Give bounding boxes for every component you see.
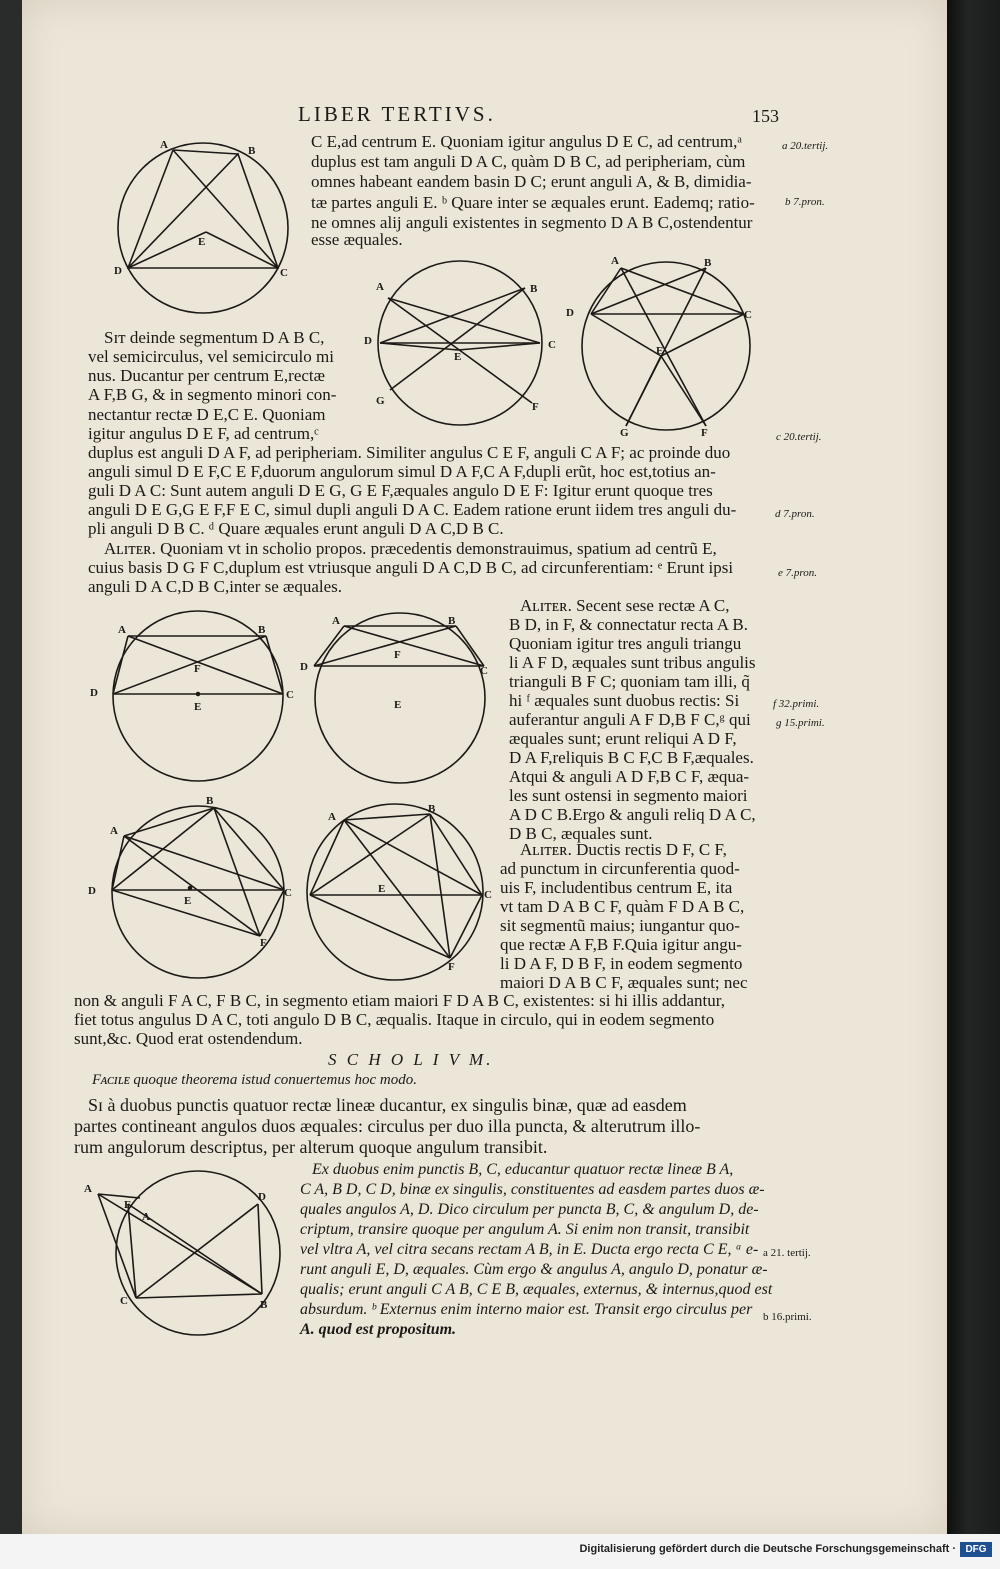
text-line: rum angulorum descriptus, per alterum quoque angulum transibit.: [74, 1137, 548, 1157]
page-number: 153: [752, 106, 779, 126]
text-line: Ex duobus enim punctis B, C, educantur quatuor rectæ lineæ B A,: [312, 1161, 734, 1178]
point-label: C: [744, 309, 752, 321]
point-label: D: [90, 687, 98, 699]
figure-1: [108, 140, 298, 325]
point-label: B: [258, 624, 266, 636]
point-label: A: [328, 811, 336, 823]
margin-note: c 20.tertij.: [776, 431, 822, 443]
point-label: F: [448, 961, 455, 973]
text-line: trianguli B F C; quoniam tam illi, q̃: [509, 672, 750, 691]
text-line: Aʟɪᴛᴇʀ. Secent sese rectæ A C,: [520, 596, 730, 615]
text-line: D A F,reliquis B C F,C B F,æquales.: [509, 748, 754, 767]
text-line: uis F, includentibus centrum E, ita: [500, 878, 733, 897]
footer-bar: [0, 1534, 1000, 1569]
text-line: ad punctum in circunferentia quod-: [500, 859, 740, 878]
margin-note: f 32.primi.: [773, 698, 820, 710]
text-line: quales angulos A, D. Dico circulum per puncta B, C, & angulum D, de-: [300, 1201, 759, 1218]
point-label: F: [701, 427, 708, 439]
margin-note: e 7.pron.: [778, 567, 818, 579]
text-line: auferantur anguli A F D,B F C,ᵍ qui: [509, 710, 751, 729]
point-label: C: [484, 889, 492, 901]
text-line: anguli D A C,D B C,inter se æquales.: [88, 577, 343, 596]
text-line: vt tam D A B C F, quàm F D A B C,: [500, 897, 745, 916]
margin-note: b 16.primi.: [763, 1311, 812, 1323]
text-line: absurdum. ᵇ Externus enim interno maior est. Transit ergo circulus per: [300, 1301, 753, 1318]
point-label: E: [194, 701, 202, 713]
point-label: B: [248, 145, 256, 157]
point-label: C: [286, 689, 294, 701]
point-label: A: [611, 255, 619, 267]
point-label: B: [448, 615, 456, 627]
point-label: A: [142, 1211, 150, 1223]
margin-note: g 15.primi.: [776, 717, 825, 729]
point-label: A: [332, 615, 340, 627]
text-line: Sɪᴛ deinde segmentum D A B C,: [104, 328, 325, 347]
point-label: D: [88, 885, 96, 897]
text-line: non & anguli F A C, F B C, in segmento etiam maiori F D A B C, existentes: si hi illis addantur,: [74, 991, 725, 1010]
point-label: C: [548, 339, 556, 351]
text-line: vel semicirculus, vel semicirculo mi: [88, 347, 334, 366]
text-line: Quoniam igitur tres anguli triangu: [509, 634, 742, 653]
text-line: vel vltra A, vel citra secans rectam A B, in E. Ducta ergo recta C E, ᵃ e-: [300, 1241, 759, 1258]
text-line: li A F D, æquales sunt tribus angulis: [509, 653, 756, 672]
text-line: esse æquales.: [311, 230, 403, 249]
point-label: F: [532, 401, 539, 413]
text-line: B D, in F, & connectatur recta A B.: [509, 615, 748, 634]
text-line: C E,ad centrum E. Quoniam igitur angulus D E C, ad centrum,ᵃ: [311, 132, 742, 151]
text-line: omnes habeant eandem basin D C; erunt anguli A, & B, dimidia-: [311, 172, 752, 191]
point-label: A: [84, 1183, 92, 1195]
point-label: G: [376, 395, 385, 407]
text-line: li D A F, D B F, in eodem segmento: [500, 954, 743, 973]
figure-4: [88, 608, 298, 788]
text-line: sunt,&c. Quod erat ostendendum.: [74, 1029, 303, 1048]
text-line: qualis; erunt anguli C A B, C E B, æquales, externus, & internus,quod est: [300, 1281, 773, 1298]
running-title: LIBER TERTIVS.: [298, 102, 496, 126]
text-line: A. quod est propositum.: [300, 1321, 457, 1338]
point-label: A: [376, 281, 384, 293]
text-line: Aʟɪᴛᴇʀ. Quoniam vt in scholio propos. præcedentis demonstrauimus, spatium ad centrũ E,: [104, 539, 717, 558]
point-label: A: [160, 139, 168, 151]
point-label: B: [260, 1299, 268, 1311]
figure-3: [566, 256, 766, 446]
text-line: anguli D E G,G E F,F E C, simul dupli anguli D A C. Eadem ratione erunt iidem tres anguli du-: [88, 500, 737, 519]
point-label: C: [284, 887, 292, 899]
figure-5: [300, 610, 500, 790]
text-line: maiori D A B C F, æquales sunt; nec: [500, 973, 748, 992]
margin-note: b 7.pron.: [785, 196, 825, 208]
text-line: partes contineant angulos duos æquales: circulus per duo illa puncta, & alterutrum illo-: [74, 1116, 701, 1136]
text-line: duplus est tam anguli D A C, quàm D B C, ad peripheriam, cùm: [311, 152, 746, 171]
text-line: les sunt ostensi in segmento maiori: [509, 786, 748, 805]
point-label: B: [530, 283, 538, 295]
text-line: duplus est anguli D A F, ad peripheriam. Similiter angulus C E F, anguli C A F; ac proinde duo: [88, 443, 731, 462]
point-label: D: [566, 307, 574, 319]
text-line: runt anguli E, D, æquales. Cùm ergo & angulus A, angulo D, ponatur æ-: [300, 1261, 768, 1278]
scholium-intro: Fᴀᴄɪʟᴇ quoque theorema istud conuertemus hoc modo.: [92, 1072, 417, 1088]
text-line: D B C, æquales sunt.: [509, 824, 653, 843]
point-label: F: [260, 937, 267, 949]
point-label: C: [120, 1295, 128, 1307]
figure-6: [88, 795, 298, 985]
book-edge-shadow: [947, 0, 1000, 1534]
point-label: D: [364, 335, 372, 347]
point-label: B: [704, 257, 712, 269]
text-line: igitur angulus D E F, ad centrum,ᶜ: [88, 424, 319, 443]
text-line: nus. Ducantur per centrum E,rectæ: [88, 366, 325, 385]
dfg-logo: DFG: [960, 1542, 992, 1557]
funding-credit: Digitalisierung gefördert durch die Deutsche Forschungsgemeinschaft ·: [579, 1543, 956, 1555]
point-label: G: [620, 427, 629, 439]
text-line: pli anguli D B C. ᵈ Quare æquales erunt anguli D A C,D B C.: [88, 519, 504, 538]
scholium-title: S C H O L I V M.: [328, 1050, 494, 1069]
text-line: que rectæ A F,B F.Quia igitur angu-: [500, 935, 742, 954]
margin-note: a 20.tertij.: [782, 140, 829, 152]
text-line: guli D A C: Sunt autem anguli D E G, G E F,æquales angulo D E F: Igitur erunt quoque tres: [88, 481, 713, 500]
text-line: Atqui & anguli A D F,B C F, æqua-: [509, 767, 750, 786]
point-label: E: [656, 345, 664, 357]
text-line: hi ᶠ æquales sunt duobus rectis: Si: [509, 691, 740, 710]
text-line: sit segmentũ maius; iungantur quo-: [500, 916, 740, 935]
text-line: cuius basis D G F C,duplum est vtriusque anguli D A C,D B C, ad circunferentiam: ᵉ Erunt ipsi: [88, 558, 734, 577]
text-line: A F,B G, & in segmento minori con-: [88, 385, 337, 404]
text-line: nectantur rectæ D E,C E. Quoniam: [88, 405, 326, 424]
margin-note: d 7.pron.: [775, 508, 815, 520]
point-label: E: [378, 883, 386, 895]
text-line: ne omnes alij anguli existentes in segmento D A B C,ostendentur: [311, 213, 753, 232]
point-label: E: [198, 236, 206, 248]
point-label: E: [124, 1199, 132, 1211]
margin-note: a 21. tertij.: [763, 1247, 811, 1259]
text-line: anguli simul D E F,C E F,duorum angulorum simul D A F,C A F,dupli erũt, hoc est,totius an-: [88, 462, 716, 481]
text-line: criptum, transire quoque per angulum A. Si enim non transit, transibit: [300, 1221, 750, 1238]
point-label: B: [206, 795, 214, 807]
point-label: D: [114, 265, 122, 277]
point-label: F: [394, 649, 401, 661]
text-line: Aʟɪᴛᴇʀ. Ductis rectis D F, C F,: [520, 840, 727, 859]
figure-8: [80, 1168, 280, 1343]
point-label: F: [194, 663, 201, 675]
text-line: A D C B.Ergo & anguli reliq D A C,: [509, 805, 756, 824]
text-line: fiet totus angulus D A C, toti angulo D B C, æqualis. Itaque in circulo, qui in eodem segmento: [74, 1010, 715, 1029]
figure-2: [360, 258, 560, 443]
figure-7: [300, 800, 500, 985]
text-line: tæ partes anguli E. ᵇ Quare inter se æquales erunt. Eademq; ratio-: [311, 193, 755, 212]
point-label: B: [428, 803, 436, 815]
point-label: C: [280, 267, 288, 279]
point-label: E: [454, 351, 462, 363]
point-label: D: [258, 1191, 266, 1203]
text-line: C A, B D, C D, binæ ex singulis, constituentes ad easdem partes duos æ-: [300, 1181, 765, 1198]
point-label: E: [184, 895, 192, 907]
point-label: A: [118, 624, 126, 636]
point-label: D: [300, 661, 308, 673]
text-line: æquales sunt; erunt reliqui A D F,: [509, 729, 737, 748]
text-line: Sɪ à duobus punctis quatuor rectæ lineæ ducantur, ex singulis binæ, quæ ad easdem: [88, 1095, 687, 1115]
point-label: C: [480, 665, 488, 677]
point-label: A: [110, 825, 118, 837]
point-label: E: [394, 699, 402, 711]
